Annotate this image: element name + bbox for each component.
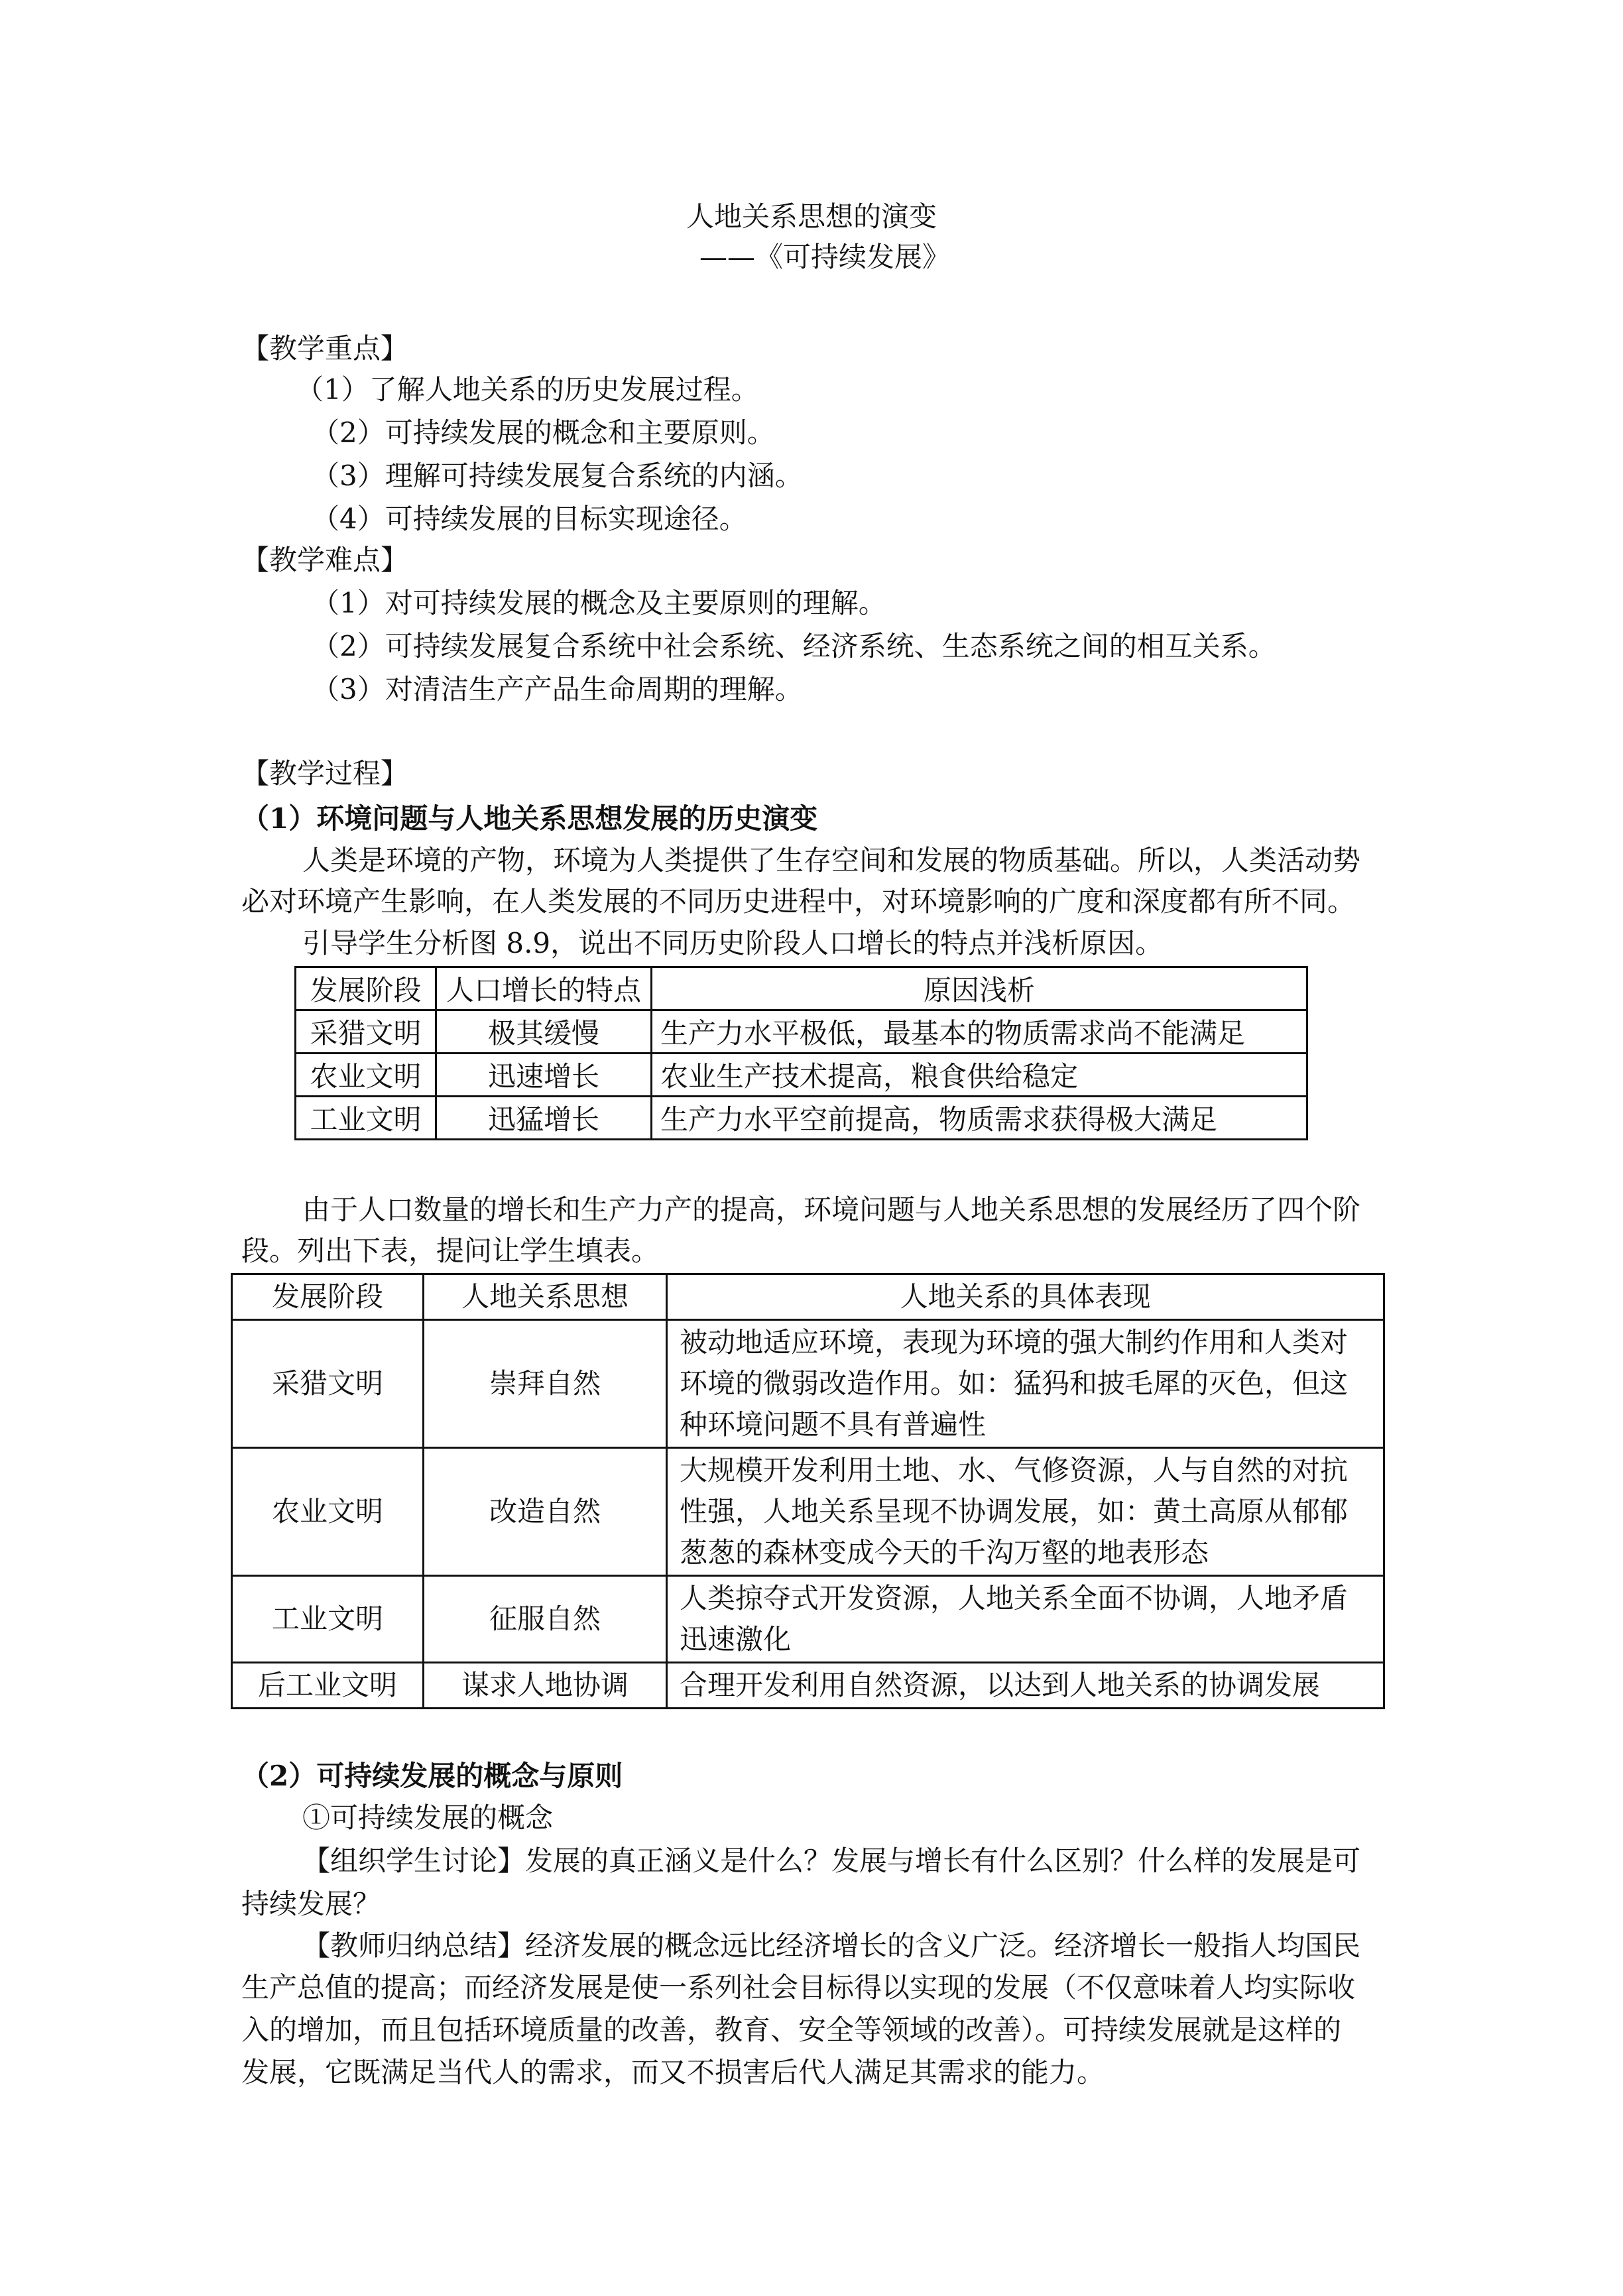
table-cell: 征服自然 <box>424 1576 667 1663</box>
table-cell: 崇拜自然 <box>424 1320 667 1448</box>
table-row <box>296 1097 1307 1140</box>
page-title: 人地关系思想的演变 <box>686 200 937 233</box>
difficult-point-item: （1）对可持续发展的概念及主要原则的理解。 <box>312 587 886 619</box>
paragraph-line: 持续发展？ <box>241 1888 381 1920</box>
table-header-row <box>296 967 1307 1010</box>
table-cell: 农业文明 <box>296 1054 436 1097</box>
table-header-cell: 原因浅析 <box>652 967 1307 1010</box>
table-cell: 合理开发利用自然资源，以达到人地关系的协调发展 <box>667 1663 1384 1709</box>
page-subtitle: ——《可持续发展》 <box>699 241 950 273</box>
difficult-point-item: （2）可持续发展复合系统中社会系统、经济系统、生态系统之间的相互关系。 <box>312 630 1276 662</box>
table-cell: 采猎文明 <box>232 1320 424 1448</box>
table-cell: 改造自然 <box>424 1448 667 1576</box>
section1-title: （1）环境问题与人地关系思想发展的历史演变 <box>241 802 818 835</box>
table-header-cell: 发展阶段 <box>232 1274 424 1320</box>
paragraph-line: 由于人口数量的增长和生产力产的提高，环境问题与人地关系思想的发展经历了四个阶 <box>302 1193 1361 1226</box>
paragraph-line: 【组织学生讨论】发展的真正涵义是什么？发展与增长有什么区别？什么样的发展是可 <box>302 1844 1361 1877</box>
table-header-cell: 人口增长的特点 <box>436 967 652 1010</box>
table-cell: 人类掠夺式开发资源，人地关系全面不协调，人地矛盾迅速激化 <box>667 1576 1384 1663</box>
table-cell: 谋求人地协调 <box>424 1663 667 1709</box>
population-growth-table <box>294 966 1308 1140</box>
table-cell: 生产力水平极低，最基本的物质需求尚不能满足 <box>652 1010 1307 1054</box>
key-point-item: （2）可持续发展的概念和主要原则。 <box>312 416 775 449</box>
key-points-heading: 【教学重点】 <box>241 332 409 365</box>
table-header-cell: 人地关系思想 <box>424 1274 667 1320</box>
key-point-item: （4）可持续发展的目标实现途径。 <box>312 503 747 535</box>
table-header-cell: 发展阶段 <box>296 967 436 1010</box>
difficult-point-item: （3）对清洁生产产品生命周期的理解。 <box>312 673 803 705</box>
table-cell: 农业生产技术提高，粮食供给稳定 <box>652 1054 1307 1097</box>
key-point-item: （3）理解可持续发展复合系统的内涵。 <box>312 459 803 492</box>
paragraph-line: 发展，它既满足当代人的需求，而又不损害后代人满足其需求的能力。 <box>241 2056 1105 2088</box>
table-row <box>232 1320 1384 1448</box>
table-header-cell: 人地关系的具体表现 <box>667 1274 1384 1320</box>
key-point-item: （1）了解人地关系的历史发展过程。 <box>296 373 759 406</box>
paragraph-line: 必对环境产生影响，在人类发展的不同历史进程中，对环境影响的广度和深度都有所不同。 <box>241 885 1356 918</box>
table-row <box>232 1448 1384 1576</box>
table-row <box>296 1054 1307 1097</box>
paragraph-line: 生产总值的提高；而经济发展是使一系列社会目标得以实现的发展（不仅意味着人均实际收 <box>241 1971 1356 2004</box>
table-header-row <box>232 1274 1384 1320</box>
table-cell: 采猎文明 <box>296 1010 436 1054</box>
subsection-title: ①可持续发展的概念 <box>302 1801 554 1834</box>
table-row <box>232 1576 1384 1663</box>
table-cell: 迅猛增长 <box>436 1097 652 1140</box>
table-cell: 生产力水平空前提高，物质需求获得极大满足 <box>652 1097 1307 1140</box>
paragraph-line: 段。列出下表，提问让学生填表。 <box>241 1235 660 1267</box>
paragraph-line: 入的增加，而且包括环境质量的改善，教育、安全等领域的改善）。可持续发展就是这样的 <box>241 2014 1342 2046</box>
table-row <box>232 1663 1384 1709</box>
difficult-points-heading: 【教学难点】 <box>241 544 409 576</box>
table-cell: 被动地适应环境，表现为环境的强大制约作用和人类对环境的微弱改造作用。如：猛犸和披毛犀的灭色，但这种环境问题不具有普遍性 <box>667 1320 1384 1448</box>
table-cell: 工业文明 <box>232 1576 424 1663</box>
human-land-relation-table <box>231 1273 1385 1709</box>
paragraph-line: 人类是环境的产物，环境为人类提供了生存空间和发展的物质基础。所以，人类活动势 <box>302 844 1361 876</box>
table-cell: 农业文明 <box>232 1448 424 1576</box>
table-cell: 后工业文明 <box>232 1663 424 1709</box>
paragraph-line: 【教师归纳总结】经济发展的概念远比经济增长的含义广泛。经济增长一般指人均国民 <box>302 1929 1361 1962</box>
table-cell: 工业文明 <box>296 1097 436 1140</box>
process-heading: 【教学过程】 <box>241 757 409 790</box>
section2-title: （2）可持续发展的概念与原则 <box>241 1760 623 1792</box>
table-cell: 大规模开发利用土地、水、气修资源，人与自然的对抗性强，人地关系呈现不协调发展，如：黄土高原从郁郁葱葱的森林变成今天的千沟万壑的地表形态 <box>667 1448 1384 1576</box>
paragraph-line: 引导学生分析图 8.9，说出不同历史阶段人口增长的特点并浅析原因。 <box>302 927 1164 959</box>
table-row <box>296 1010 1307 1054</box>
table-cell: 极其缓慢 <box>436 1010 652 1054</box>
table-cell: 迅速增长 <box>436 1054 652 1097</box>
